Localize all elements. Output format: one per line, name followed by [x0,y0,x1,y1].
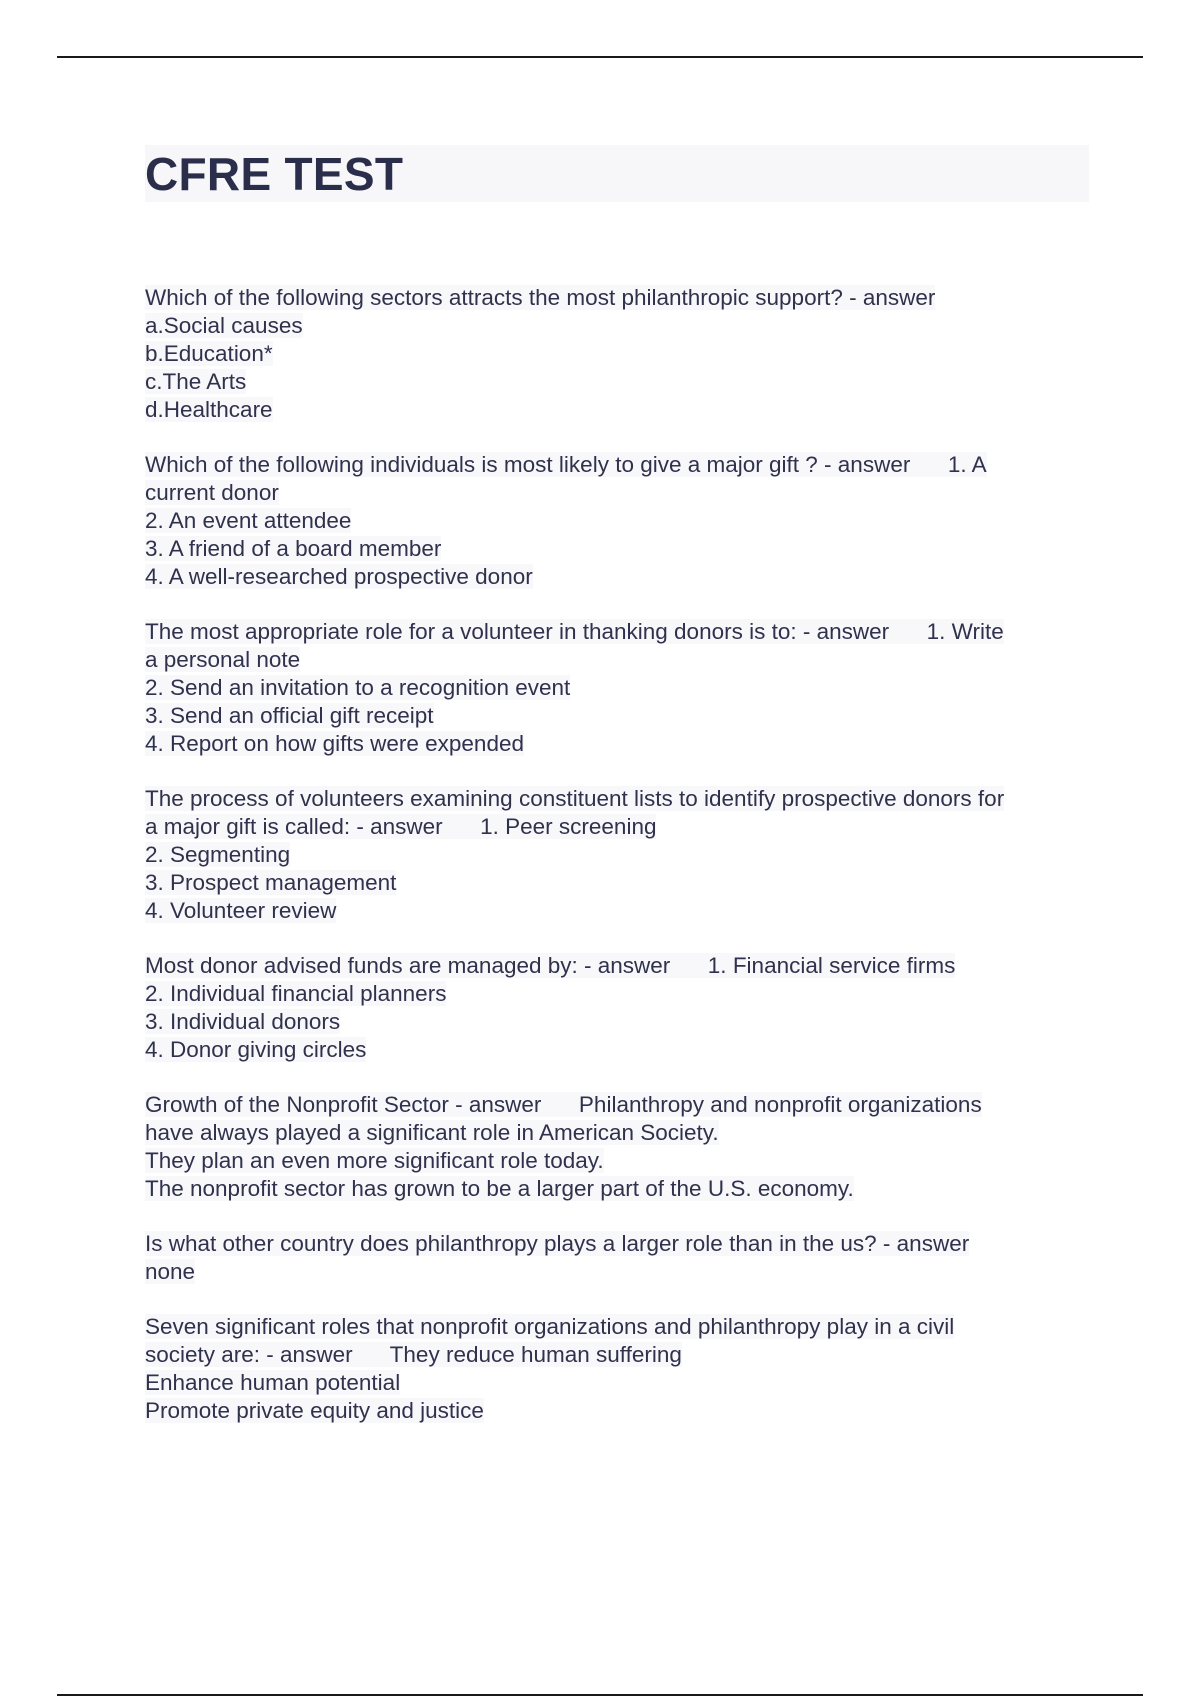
qa-line: Enhance human potential [145,1370,401,1395]
qa-line: 3. A friend of a board member [145,536,442,561]
qa-item [145,952,1095,1064]
qa-item [145,1230,1095,1286]
qa-line: 2. Segmenting [145,842,291,867]
qa-item [145,1313,1095,1425]
qa-line: 2. Send an invitation to a recognition event [145,675,571,700]
qa-line: c.The Arts [145,369,247,394]
qa-line: 3. Prospect management [145,870,397,895]
qa-list [145,284,1095,1452]
qa-item [145,618,1095,758]
qa-line: Promote private equity and justice [145,1398,484,1423]
qa-line: Growth of the Nonprofit Sector - answer Philanthropy and nonprofit organizations [145,1092,982,1117]
qa-line: Which of the following individuals is most likely to give a major gift ? - answer 1. A [145,452,987,477]
qa-line: The nonprofit sector has grown to be a larger part of the U.S. economy. [145,1176,854,1201]
qa-line: The most appropriate role for a volunteer in thanking donors is to: - answer 1. Write [145,619,1004,644]
bottom-rule [57,1694,1143,1696]
qa-line: d.Healthcare [145,397,273,422]
qa-line: a major gift is called: - answer 1. Peer screening [145,814,657,839]
qa-line: 3. Send an official gift receipt [145,703,434,728]
qa-line: current donor [145,480,279,505]
qa-line: 4. Report on how gifts were expended [145,731,524,756]
qa-line: 3. Individual donors [145,1009,341,1034]
document-title: CFRE TEST [145,148,404,200]
qa-line: Seven significant roles that nonprofit organizations and philanthropy play in a civil [145,1314,955,1339]
qa-item [145,284,1095,424]
qa-line: The process of volunteers examining constituent lists to identify prospective donors for [145,786,1005,811]
qa-line: Most donor advised funds are managed by: - answer 1. Financial service firms [145,953,956,978]
qa-line: Is what other country does philanthropy plays a larger role than in the us? - answer [145,1231,970,1256]
title-block [145,145,1089,202]
qa-line: 4. Volunteer review [145,898,337,923]
qa-line: 4. Donor giving circles [145,1037,367,1062]
qa-line: b.Education* [145,341,273,366]
qa-line: none [145,1259,196,1284]
top-rule [57,56,1143,58]
qa-line: a.Social causes [145,313,303,338]
qa-line: 2. Individual financial planners [145,981,447,1006]
qa-line: society are: - answer They reduce human suffering [145,1342,682,1367]
qa-line: have always played a significant role in American Society. [145,1120,719,1145]
qa-line: a personal note [145,647,301,672]
qa-item [145,451,1095,591]
qa-item [145,1091,1095,1203]
qa-line: Which of the following sectors attracts the most philanthropic support? - answer [145,285,936,310]
qa-item [145,785,1095,925]
qa-line: 4. A well-researched prospective donor [145,564,533,589]
qa-line: 2. An event attendee [145,508,352,533]
qa-line: They plan an even more significant role today. [145,1148,604,1173]
